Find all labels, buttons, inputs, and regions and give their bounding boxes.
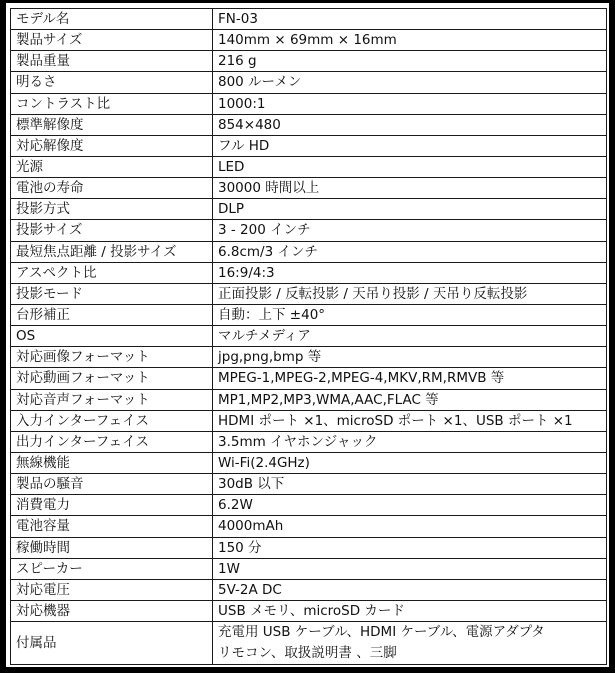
spec-value: MP1,MP2,MP3,WMA,AAC,FLAC 等: [213, 389, 607, 410]
spec-value: 30dB 以下: [213, 474, 607, 495]
table-row: [11, 326, 607, 347]
spec-value: 854×480: [213, 114, 607, 135]
spec-value: HDMI ポート ×1、microSD ポート ×1、USB ポート ×1: [213, 410, 607, 431]
spec-value: 1000:1: [213, 93, 607, 114]
table-row: [11, 347, 607, 368]
accessories-line-2: リモコン、取扱説明書 、三脚: [218, 645, 397, 662]
table-row: [11, 72, 607, 93]
table-row: [11, 304, 607, 325]
spec-value: 5V-2A DC: [213, 579, 607, 600]
table-row: [11, 283, 607, 304]
spec-value: 6.2W: [213, 495, 607, 516]
spec-value: 1W: [213, 558, 607, 579]
table-row: [11, 368, 607, 389]
spec-label: 投影サイズ: [11, 220, 213, 241]
table-row: [11, 178, 607, 199]
table-row: [11, 220, 607, 241]
spec-value: 800 ルーメン: [213, 72, 607, 93]
spec-label: 電池容量: [11, 516, 213, 537]
spec-label: 台形補正: [11, 304, 213, 325]
table-row: [11, 600, 607, 621]
table-row: [11, 9, 607, 30]
spec-label: 対応機器: [11, 600, 213, 621]
spec-value: 150 分: [213, 537, 607, 558]
spec-label: コントラスト比: [11, 93, 213, 114]
spec-label: 無線機能: [11, 452, 213, 473]
spec-label: 製品の騒音: [11, 474, 213, 495]
spec-label: 明るさ: [11, 72, 213, 93]
spec-label: モデル名: [11, 9, 213, 30]
table-row: [11, 199, 607, 220]
spec-label: 投影方式: [11, 199, 213, 220]
spec-value: 30000 時間以上: [213, 178, 607, 199]
spec-label: 光源: [11, 156, 213, 177]
table-row: [11, 114, 607, 135]
spec-table-body: [11, 9, 607, 665]
spec-value: 216 g: [213, 51, 607, 72]
spec-value: DLP: [213, 199, 607, 220]
spec-label: 稼働時間: [11, 537, 213, 558]
table-row-accessories: [11, 622, 607, 665]
table-row: [11, 93, 607, 114]
spec-label: 最短焦点距離 / 投影サイズ: [11, 241, 213, 262]
spec-value: [213, 622, 607, 665]
spec-label: 製品サイズ: [11, 30, 213, 51]
spec-label: 入力インターフェイス: [11, 410, 213, 431]
table-row: [11, 389, 607, 410]
accessories-line-1: 充電用 USB ケーブル、HDMI ケーブル、電源アダプタ: [218, 624, 545, 641]
spec-value: 4000mAh: [213, 516, 607, 537]
spec-value: MPEG-1,MPEG-2,MPEG-4,MKV,RM,RMVB 等: [213, 368, 607, 389]
spec-value: 正面投影 / 反転投影 / 天吊り投影 / 天吊り反転投影: [213, 283, 607, 304]
table-row: [11, 431, 607, 452]
table-row: [11, 495, 607, 516]
table-row: [11, 30, 607, 51]
spec-label: 製品重量: [11, 51, 213, 72]
spec-value: LED: [213, 156, 607, 177]
table-row: [11, 410, 607, 431]
spec-value: jpg,png,bmp 等: [213, 347, 607, 368]
table-row: [11, 241, 607, 262]
table-row: [11, 474, 607, 495]
spec-value: USB メモリ、microSD カード: [213, 600, 607, 621]
table-row: [11, 51, 607, 72]
spec-label: 対応解像度: [11, 135, 213, 156]
table-row: [11, 135, 607, 156]
spec-value: 140mm × 69mm × 16mm: [213, 30, 607, 51]
spec-table: [10, 8, 607, 665]
spec-sheet: [6, 3, 609, 667]
table-row: [11, 262, 607, 283]
spec-label: 対応音声フォーマット: [11, 389, 213, 410]
spec-label: 消費電力: [11, 495, 213, 516]
table-row: [11, 558, 607, 579]
spec-value: 3 - 200 インチ: [213, 220, 607, 241]
spec-label: 投影モード: [11, 283, 213, 304]
table-row: [11, 537, 607, 558]
spec-label: 対応電圧: [11, 579, 213, 600]
spec-value: 6.8cm/3 インチ: [213, 241, 607, 262]
spec-label: 対応動画フォーマット: [11, 368, 213, 389]
spec-label: 標準解像度: [11, 114, 213, 135]
spec-label: OS: [11, 326, 213, 347]
spec-label: 電池の寿命: [11, 178, 213, 199]
spec-value: FN-03: [213, 9, 607, 30]
spec-value: 16:9/4:3: [213, 262, 607, 283]
table-row: [11, 579, 607, 600]
spec-value: フル HD: [213, 135, 607, 156]
spec-value: 3.5mm イヤホンジャック: [213, 431, 607, 452]
spec-label: スピーカー: [11, 558, 213, 579]
table-row: [11, 156, 607, 177]
spec-value: Wi-Fi(2.4GHz): [213, 452, 607, 473]
spec-value: マルチメディア: [213, 326, 607, 347]
spec-label: 出力インターフェイス: [11, 431, 213, 452]
spec-label: 付属品: [11, 622, 213, 665]
spec-label: アスペクト比: [11, 262, 213, 283]
table-row: [11, 452, 607, 473]
spec-value: 自動：上下 ±40°: [213, 304, 607, 325]
spec-label: 対応画像フォーマット: [11, 347, 213, 368]
table-row: [11, 516, 607, 537]
